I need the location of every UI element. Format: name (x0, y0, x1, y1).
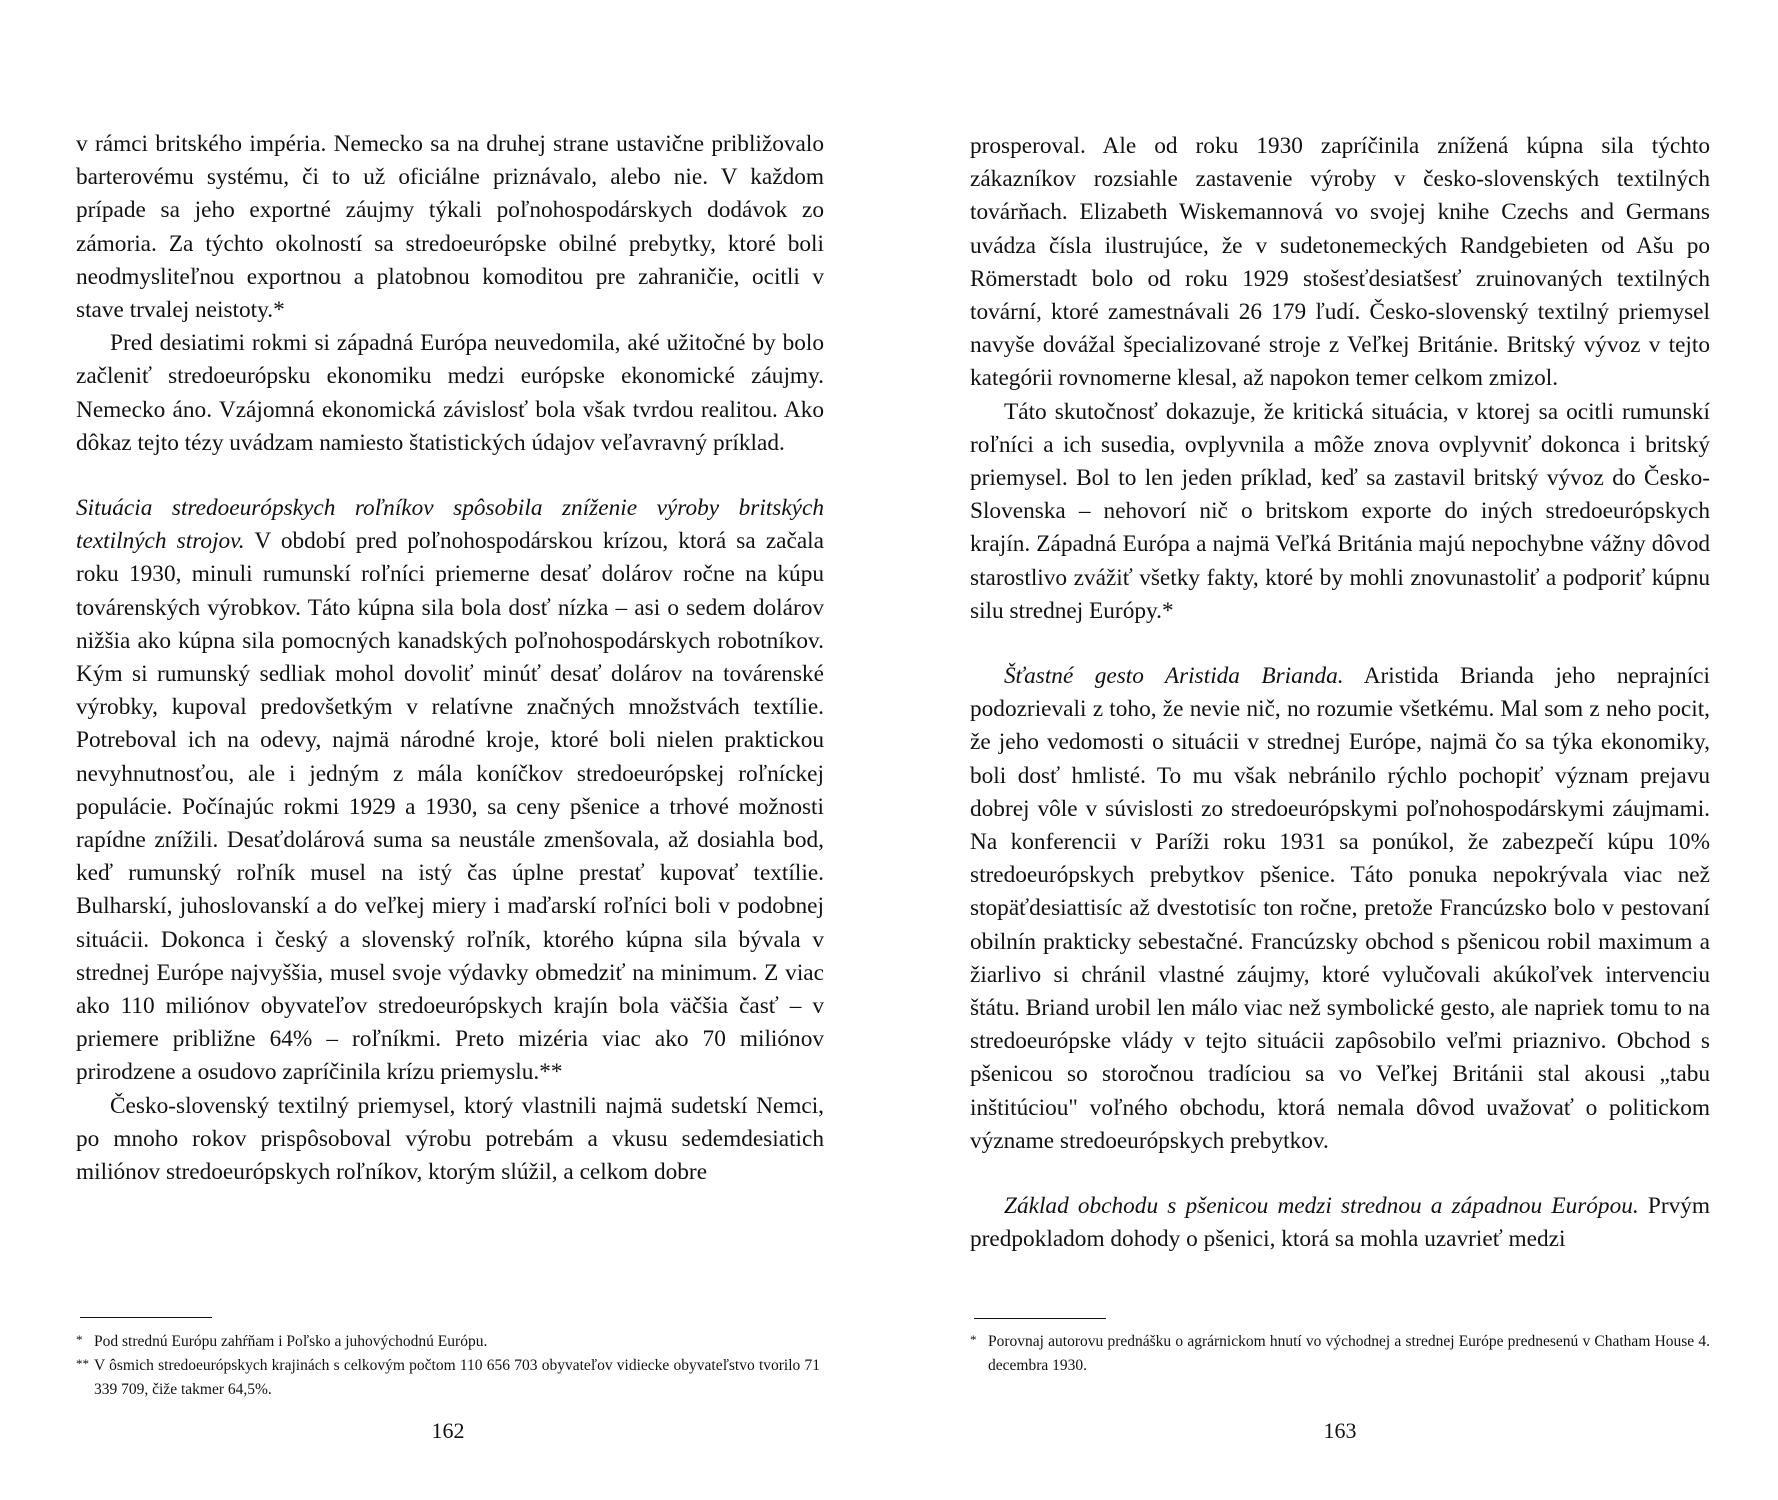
page-number: 163 (1323, 1418, 1357, 1443)
section-heading: Základ obchodu s pšenicou medzi strednou a západnou Európou. (1004, 1193, 1639, 1220)
paragraph: Pred desiatimi rokmi si západná Európa neuvedomila, aké užitočné by bolo začleniť stredoeurópsku ekonomiku medzi európske ekonomické záujmy. Nemecko áno. Vzájomná ekonomická závislosť bola však tvrdou realitou. Ako dôkaz tejto tézy uvádzam namiesto štatistických údajov veľavravný príklad. (76, 330, 824, 456)
section-paragraph (970, 660, 1710, 1158)
section-text: V období pred poľnohospodárskou krízou, ktorá sa začala roku 1930, minuli rumunskí roľníci priemerne desať dolárov ročne na kúpu továrenských výrobkov. Táto kúpna sila bola dosť nízka – asi o sedem dolárov nižšia ako kúpna sila pomocných kanadských poľnohospodárskych robotníkov. Kým si rumunský sedliak mohol dovoliť minúť desať dolárov na továrenské výrobky, kupoval predovšetkým v relatívne značných množstvách textílie. Potreboval ich na odevy, najmä národné kroje, ktoré boli nielen praktickou nevyhnutnosťou, ale i jedným z mála koníčkov stredoeurópskej roľníckej populácie. Počínajúc rokmi 1929 a 1930, sa ceny pšenice a trhové možnosti rapídne znížili. Desaťdolárová suma sa neustále zmenšovala, až dosiahla bod, keď rumunský roľník musel na istý čas úplne prestať kupovať textílie. Bulharskí, juhoslovanskí a do veľkej miery i maďarskí roľníci boli v podobnej situácii. Dokonca i český a slovenský roľník, ktorého kúpna sila bývala v strednej Európe najvyššia, musel svoje výdavky obmedziť na minimum. Z viac ako 110 miliónov obyvateľov stredoeurópskych krajín bola väčšia časť – v priemere približne 64% – roľníkmi. Preto mizéria viac ako 70 miliónov prirodzene a osudovo zapríčinila krízu priemyslu.** (76, 528, 824, 1086)
footnote-divider (80, 1317, 212, 1318)
paragraph: Česko-slovenský textilný priemysel, ktorý vlastnili najmä sudetskí Nemci, po mnoho rokov prispôsoboval výrobu potrebám a vkusu sedemdesiatich miliónov stredoeurópskych roľníkov, ktorým slúžil, a celkom dobre (76, 1092, 824, 1186)
section-heading: Situácia stredoeurópskych roľníkov spôsobila zníženie výroby britských textilných strojov. (76, 495, 824, 555)
section-text: Aristida Brianda jeho neprajníci podozrievali z toho, že nevie nič, no rozumie všetkému. Mal som z neho pocit, že jeho vedomosti o situácii v strednej Európe, najmä čo sa týka ekonomiky, boli dosť hmlisté. To mu však nebránilo rýchlo pochopiť význam prejavu dobrej vôle v súvislosti zo stredoeurópskymi poľnohospodárskymi záujmami. Na konferencii v Paríži roku 1931 sa ponúkol, že zabezpečí kúpu 10% stredoeurópskych prebytkov pšenice. Táto ponuka nepokrývala viac než stopäťdesiattisíc až dvestotisíc ton ročne, pretože Francúzsko bolo v pestovaní obilnín prakticky sebestačné. Francúzsky obchod s pšenicou robil maximum a žiarlivo si chránil vlastné záujmy, ktoré vylučovali akúkoľvek intervenciu štátu. Briand urobil len málo viac než symbolické gesto, ale napriek tomu to na stredoeurópske vlády v tejto situácii zapôsobilo veľmi priaznivo. Obchod s pšenicou so storočnou tradíciou sa vo Veľkej Británii stal akousi „tabu inštitúciou" voľného obchodu, ktorá nemala dôvod uvažovať o politickom význame stredoeurópskych prebytkov. (970, 663, 1710, 1154)
footnote-text: Porovnaj autorovu prednášku o agrárnickom hnutí vo východnej a strednej Európe prednesenú v Chatham House 4. decembra 1930. (988, 1333, 1710, 1374)
paragraph: v rámci britského impéria. Nemecko sa na druhej strane ustavične približovalo barterovému systému, či to už oficiálne priznávalo, alebo nie. V každom prípade sa jeho exportné záujmy týkali poľnohospodárskych dodávok zo zámoria. Za týchto okolností sa stredoeurópske obilné prebytky, ktoré boli neodmysliteľnou exportnou a platobnou komoditou pre zahraničie, ocitli v stave trvalej neistoty.* (76, 131, 824, 324)
paragraph: Táto skutočnosť dokazuje, že kritická situácia, v ktorej sa ocitli rumunskí roľníci a ich susedia, ovplyvnila a môže znova ovplyvniť dokonca i britský priemysel. Bol to len jeden príklad, keď sa zastavil britský vývoz do Česko-Slovenska – nehovorí nič o britskom exporte do iných stredoeurópskych krajín. Západná Európa a najmä Veľká Británia majú nepochybne vážny dôvod starostlivo zvážiť všetky fakty, ktoré by mohli znovunastoliť a podporiť kúpnu silu strednej Európy.* (970, 398, 1710, 624)
footnote-mark: * (970, 1332, 977, 1347)
footnote-divider (974, 1318, 1106, 1319)
section-paragraph (970, 1190, 1710, 1256)
right-body-text (970, 130, 1710, 1257)
footnote-mark: * (76, 1332, 83, 1347)
page-number: 162 (431, 1418, 465, 1443)
footnotes (970, 1330, 1710, 1378)
footnote (76, 1330, 820, 1354)
footnote-text: Pod strednú Európu zahŕňam i Poľsko a juhovýchodnú Európu. (94, 1333, 488, 1350)
footnote-text: V ôsmich stredoeurópskych krajinách s celkovým počtom 110 656 703 obyvateľov vidiecke obyvateľstvo tvorilo 71 339 709, čiže takmer 64,5%. (94, 1357, 820, 1398)
left-page (76, 0, 824, 1500)
section-paragraph (76, 492, 824, 1090)
footnote (970, 1330, 1710, 1378)
footnote-mark: ** (76, 1356, 89, 1371)
left-body-text (76, 128, 824, 1189)
paragraph: prosperoval. Ale od roku 1930 zapríčinila znížená kúpna sila týchto zákazníkov rozsiahle zastavenie výroby v česko-slovenských textilných továrňach. Elizabeth Wiskemannová vo svojej knihe Czechs and Germans uvádza čísla ilustrujúce, že v sudetonemeckých Randgebieten od Ašu po Römerstadt bolo od roku 1929 stošesťdesiatšesť zruinovaných textilných tovární, ktoré zamestnávali 26 179 ľudí. Česko-slovenský textilný priemysel navyše dovážal špecializované stroje z Veľkej Británie. Britský vývoz v tejto kategórii rovnomerne klesal, až napokon temer celkom zmizol. (970, 133, 1710, 392)
section-heading: Šťastné gesto Aristida Brianda. (1004, 663, 1344, 690)
section-text: Prvým predpokladom dohody o pšenici, ktorá sa mohla uzavrieť medzi (970, 1193, 1710, 1253)
footnote (76, 1354, 820, 1402)
footnotes (76, 1330, 820, 1402)
right-page (970, 0, 1710, 1500)
